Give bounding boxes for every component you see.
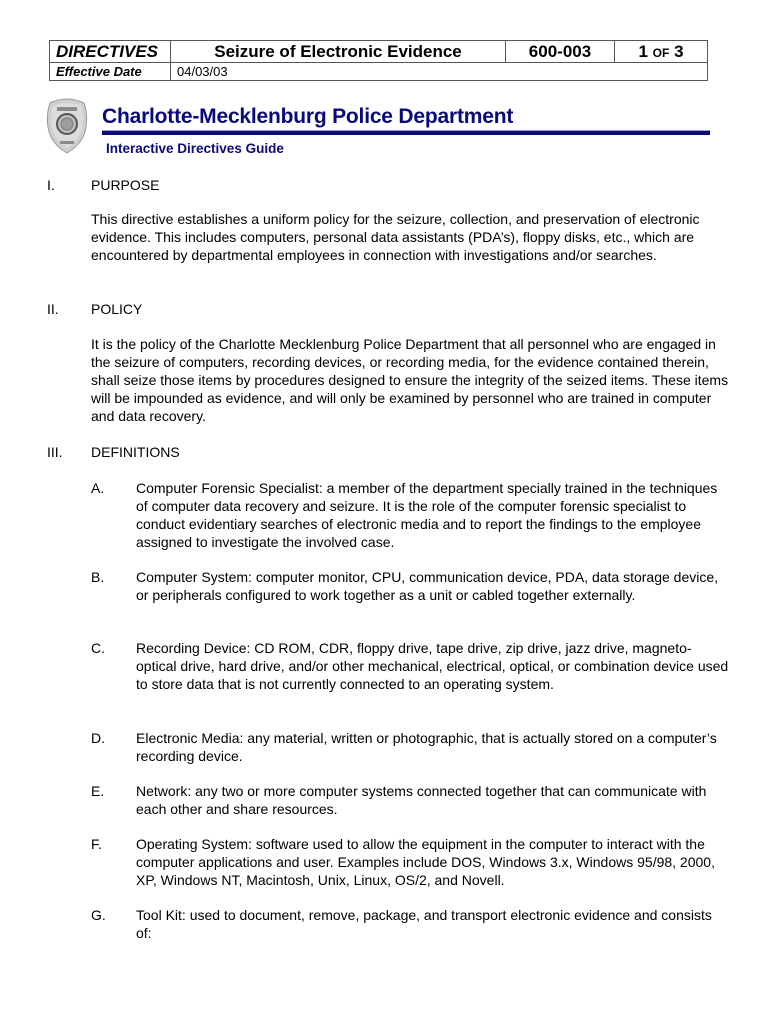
police-badge-icon: [44, 97, 90, 155]
definition-text: Network: any two or more computer systems connected together that can communicate with each other and share resources.: [136, 783, 707, 817]
definition-text: Electronic Media: any material, written or photographic, that is actually stored on a computer’s recording device.: [136, 730, 717, 764]
section-body: It is the policy of the Charlotte Mecklenburg Police Department that all personnel who are engaged in the seizure of computers, recording devices, or recording media, for the evidence contained therein, shall seize those items by procedures designed to ensure the integrity of the seized items. These items will be impounded as evidence, and will only be examined by personnel who are trained in computer and data recovery.: [91, 336, 729, 424]
definition-letter: D.: [91, 730, 105, 746]
page-total: 3: [674, 41, 684, 61]
page-current: 1: [638, 41, 648, 61]
header-row-main: [50, 41, 708, 63]
guide-subtitle: Interactive Directives Guide: [106, 141, 284, 156]
directive-header-table: [49, 40, 708, 81]
definition-text: Computer System: computer monitor, CPU, communication device, PDA, data storage device, or peripherals configured to work together as a unit or cabled together externally.: [136, 569, 719, 603]
header-row-effective: [50, 63, 708, 81]
definition-text: Tool Kit: used to document, remove, package, and transport electronic evidence and consists of:: [136, 907, 712, 941]
section-heading: DEFINITIONS: [91, 444, 180, 460]
section-numeral: III.: [47, 444, 63, 460]
definition-letter: B.: [91, 569, 105, 585]
definition-text: Recording Device: CD ROM, CDR, floppy drive, tape drive, zip drive, jazz drive, magneto-optical drive, hard drive, and/or other mechanical, electrical, optical, or combination device used to store data that is not currently connected to an operating system.: [136, 640, 729, 692]
definition-letter: A.: [91, 480, 105, 496]
definition-text: Operating System: software used to allow the equipment in the computer to interact with the computer applications and user. Examples include DOS, Windows 3.x, Windows 95/98, 2000, XP, Windows NT, Macintosh, Unix, Linux, OS/2, and Novell.: [136, 836, 715, 888]
section-body: This directive establishes a uniform policy for the seizure, collection, and preservation of electronic evidence. This includes computers, personal data assistants (PDA’s), floppy disks, etc., which are encountered by departmental employees in connection with investigations and/or searches.: [91, 211, 700, 263]
definition-letter: C.: [91, 640, 105, 656]
page-of: OF: [652, 45, 670, 60]
definition-letter: E.: [91, 783, 105, 799]
definition-text: Computer Forensic Specialist: a member of the department specially trained in the techniques of computer data recovery and seizure. It is the role of the computer forensic specialist to conduct evidentiary searches of electronic media and to report the findings to the employee assigned to investigate the involved case.: [136, 480, 718, 550]
effective-date-value: 04/03/03: [171, 63, 708, 81]
department-name: Charlotte-Mecklenburg Police Department: [102, 105, 514, 128]
definition-letter: G.: [91, 907, 106, 923]
page-indicator: [615, 41, 708, 63]
section-numeral: II.: [47, 301, 59, 317]
directive-number: 600-003: [506, 41, 615, 63]
definition-letter: F.: [91, 836, 102, 852]
directive-title: Seizure of Electronic Evidence: [171, 41, 506, 63]
effective-date-label: Effective Date: [50, 63, 171, 81]
section-heading: PURPOSE: [91, 177, 160, 193]
section-heading: POLICY: [91, 301, 143, 317]
section-numeral: I.: [47, 177, 55, 193]
directives-label: DIRECTIVES: [50, 41, 171, 63]
header-divider: [102, 130, 710, 135]
